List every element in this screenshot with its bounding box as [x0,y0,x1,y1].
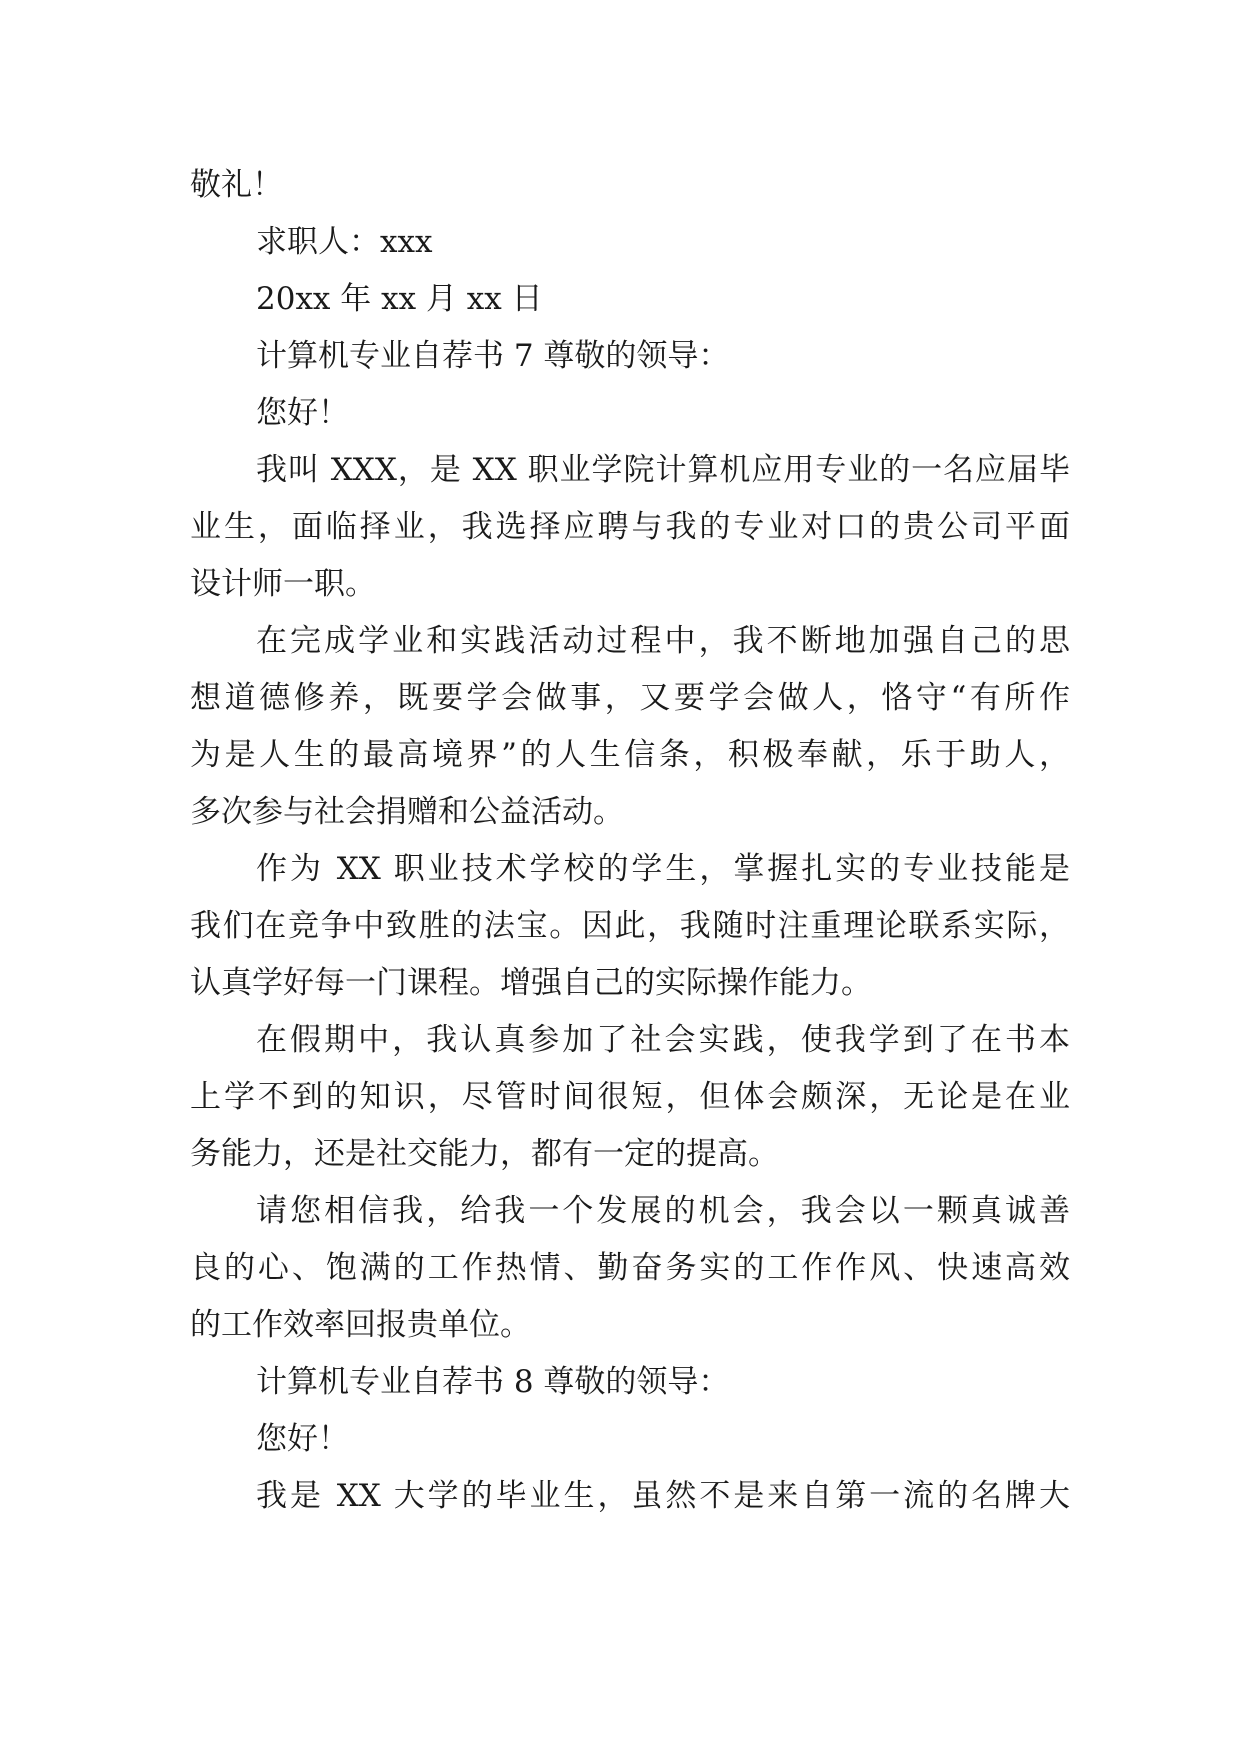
letter-8-heading: 计算机专业自荐书 8 尊敬的领导： [256,1364,730,1400]
paragraph-line: 设计师一职。 [190,566,376,602]
paragraph-line: 的工作效率回报贵单位。 [190,1307,531,1343]
paragraph-line: 认真学好每一门课程。增强自己的实际操作能力。 [190,965,872,1001]
paragraph-line: 我叫 XXX，是 XX 职业学院计算机应用专业的一名应届毕 [256,452,1070,488]
paragraph-line: 请您相信我，给我一个发展的机会，我会以一颗真诚善 [256,1193,1070,1229]
paragraph-line: 在完成学业和实践活动过程中，我不断地加强自己的思 [256,623,1070,659]
closing-salute: 敬礼！ [190,167,283,203]
letter-date: 20xx 年 xx 月 xx 日 [256,281,543,317]
paragraph-line: 我是 XX 大学的毕业生，虽然不是来自第一流的名牌大 [256,1478,1070,1514]
letter-7-heading: 计算机专业自荐书 7 尊敬的领导： [256,338,730,374]
paragraph-line: 作为 XX 职业技术学校的学生，掌握扎实的专业技能是 [256,851,1070,887]
paragraph-line: 良的心、饱满的工作热情、勤奋务实的工作作风、快速高效 [190,1250,1070,1286]
greeting: 您好！ [256,395,349,431]
paragraph-line: 上学不到的知识，尽管时间很短，但体会颇深，无论是在业 [190,1079,1070,1115]
paragraph-line: 为是人生的最高境界”的人生信条，积极奉献，乐于助人， [190,737,1070,773]
paragraph-line: 在假期中，我认真参加了社会实践，使我学到了在书本 [256,1022,1070,1058]
paragraph-line: 多次参与社会捐赠和公益活动。 [190,794,624,830]
paragraph-line: 想道德修养，既要学会做事，又要学会做人，恪守“有所作 [190,680,1070,716]
paragraph-line: 务能力，还是社交能力，都有一定的提高。 [190,1136,779,1172]
greeting: 您好！ [256,1421,349,1457]
paragraph-line: 我们在竞争中致胜的法宝。因此，我随时注重理论联系实际， [190,908,1070,944]
paragraph-line: 业生，面临择业，我选择应聘与我的专业对口的贵公司平面 [190,509,1070,545]
applicant-name: 求职人：xxx [256,224,433,260]
